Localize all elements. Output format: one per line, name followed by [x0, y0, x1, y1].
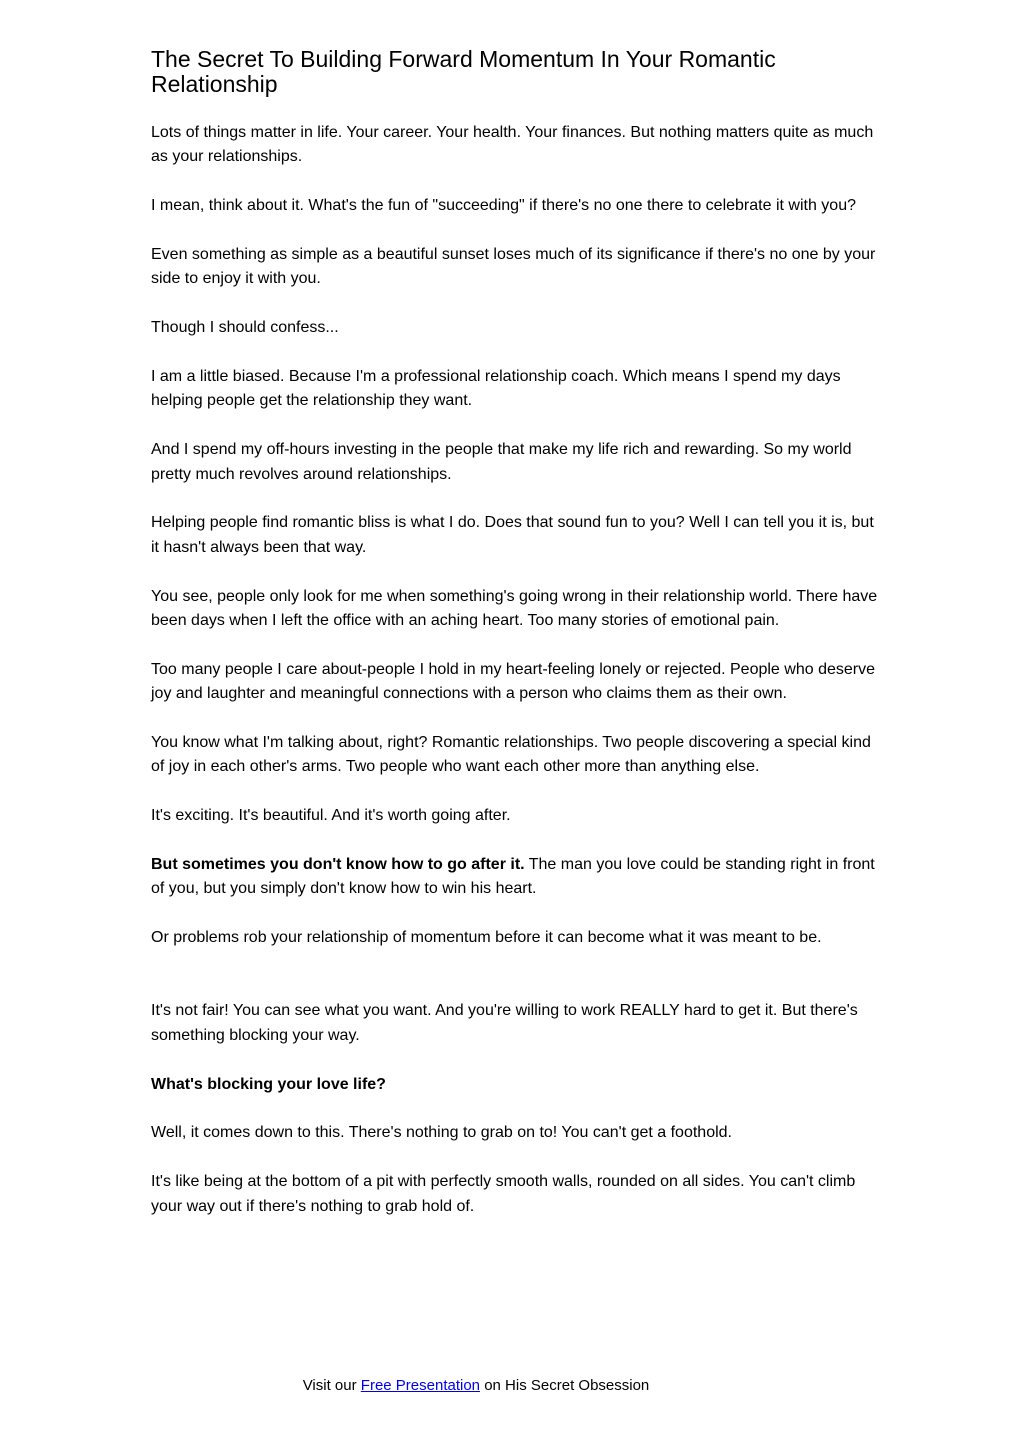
paragraph-6: And I spend my off-hours investing in the people that make my life rich and rewarding. So my world pretty much revolves around relationships. — [151, 441, 852, 483]
document-title: The Secret To Building Forward Momentum In Your Romantic Relationship — [151, 46, 776, 97]
paragraph-3: Even something as simple as a beautiful sunset loses much of its significance if there's no one by your side to enjoy it with you. — [151, 246, 876, 288]
paragraph-2: I mean, think about it. What's the fun of "succeeding" if there's no one there to celebrate it with you? — [151, 197, 856, 215]
paragraph-11: It's exciting. It's beautiful. And it's worth going after. — [151, 807, 511, 825]
paragraph-1: Lots of things matter in life. Your career. Your health. Your finances. But nothing matters quite as much as your relationships. — [151, 124, 874, 166]
question-heading: What's blocking your love life? — [151, 1075, 386, 1093]
pit-paragraph: It's like being at the bottom of a pit with perfectly smooth walls, rounded on all sides. You can't climb your way out if there's nothing to grab hold of. — [151, 1173, 856, 1215]
document-body — [151, 47, 881, 1243]
footer — [0, 1377, 952, 1395]
bold-lead-rest: The man you love could be standing right in front of you, but you simply don't know how to win his heart. — [151, 856, 875, 898]
bold-lead-paragraph — [151, 853, 881, 902]
paragraph-5: I am a little biased. Because I'm a professional relationship coach. Which means I spend my days helping people get the relationship they want. — [151, 368, 841, 410]
free-presentation-link[interactable]: Free Presentation — [360, 1377, 481, 1394]
paragraph-9: Too many people I care about-people I hold in my heart-feeling lonely or rejected. People who deserve joy and laughter and meaningful connections with a person who claims them as their own. — [151, 660, 875, 703]
paragraph-7: Helping people find romantic bliss is what I do. Does that sound fun to you? Well I can tell you it is, but it hasn't always been that way. — [151, 514, 874, 556]
footer-suffix: on His Secret Obsession — [480, 1377, 650, 1394]
momentum-paragraph: Or problems rob your relationship of momentum before it can become what it was meant to be. — [151, 929, 822, 947]
not-fair-paragraph: It's not fair! You can see what you want. And you're willing to work REALLY hard to get it. But there's something blocking your way. — [151, 1002, 858, 1044]
paragraph-10: You know what I'm talking about, right? Romantic relationships. Two people discovering a special kind of joy in each other's arms. Two people who want each other more than anything else. — [151, 734, 871, 776]
paragraph-8: You see, people only look for me when something's going wrong in their relationship world. There have been days when I left the office with an aching heart. Too many stories of emotional pain. — [151, 587, 878, 630]
foothold-paragraph: Well, it comes down to this. There's nothing to grab on to! You can't get a foothold. — [151, 1124, 732, 1142]
paragraph-4: Though I should confess... — [151, 319, 339, 337]
footer-prefix: Visit our — [302, 1377, 361, 1394]
bold-lead-text: But sometimes you don't know how to go after it. — [151, 856, 525, 874]
